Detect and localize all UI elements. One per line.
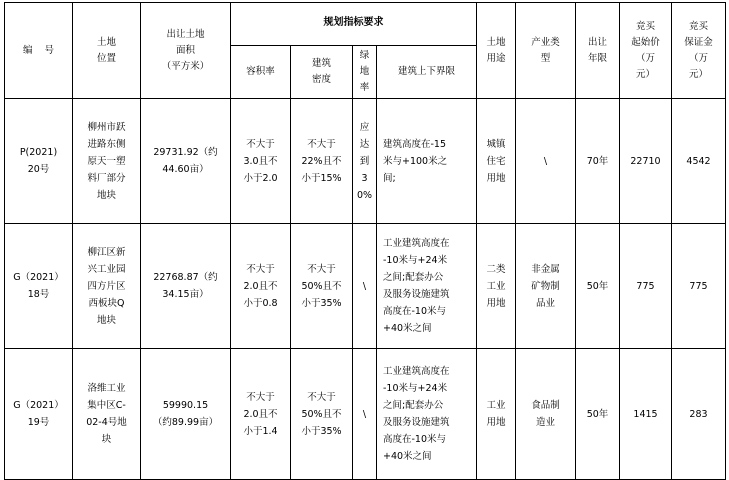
header-term: 出让 年限 bbox=[576, 3, 620, 99]
cell-green: 应 达 到 30% bbox=[353, 99, 377, 224]
table-row bbox=[5, 99, 726, 224]
cell-green: \ bbox=[353, 224, 377, 349]
cell-height-limit: 工业建筑高度在 -10米与+24米 之间;配套办公 及服务设施建筑 高度在-10米与 +40米之间 bbox=[377, 349, 477, 480]
cell-far: 不大于 3.0且不 小于2.0 bbox=[231, 99, 291, 224]
cell-height-limit: 工业建筑高度在 -10米与+24米 之间;配套办公 及服务设施建筑 高度在-10米与 +40米之间 bbox=[377, 224, 477, 349]
cell-start-price: 22710 bbox=[620, 99, 672, 224]
header-start-price: 竞买 起始价 （万 元） bbox=[620, 3, 672, 99]
cell-number: P(2021) 20号 bbox=[5, 99, 73, 224]
cell-land-use: 工业 用地 bbox=[477, 349, 516, 480]
cell-start-price: 775 bbox=[620, 224, 672, 349]
header-density: 建筑 密度 bbox=[291, 46, 353, 99]
cell-far: 不大于 2.0且不 小于0.8 bbox=[231, 224, 291, 349]
header-number: 编 号 bbox=[5, 3, 73, 99]
cell-deposit: 283 bbox=[672, 349, 726, 480]
cell-number: G（2021） 18号 bbox=[5, 224, 73, 349]
cell-green: \ bbox=[353, 349, 377, 480]
cell-industry: \ bbox=[516, 99, 576, 224]
cell-deposit: 775 bbox=[672, 224, 726, 349]
cell-term: 70年 bbox=[576, 99, 620, 224]
header-area: 出让土地 面积 （平方米） bbox=[141, 3, 231, 99]
cell-deposit: 4542 bbox=[672, 99, 726, 224]
cell-land-use: 二类 工业 用地 bbox=[477, 224, 516, 349]
header-deposit: 竞买 保证金 （万 元） bbox=[672, 3, 726, 99]
header-green: 绿 地 率 bbox=[353, 46, 377, 99]
cell-start-price: 1415 bbox=[620, 349, 672, 480]
header-land-use: 土地 用途 bbox=[477, 3, 516, 99]
cell-density: 不大于 50%且不 小于35% bbox=[291, 224, 353, 349]
cell-land-use: 城镇 住宅 用地 bbox=[477, 99, 516, 224]
cell-number: G（2021） 19号 bbox=[5, 349, 73, 480]
header-location: 土地 位置 bbox=[73, 3, 141, 99]
table-row bbox=[5, 224, 726, 349]
cell-density: 不大于 50%且不 小于35% bbox=[291, 349, 353, 480]
header-height-limit: 建筑上下界限 bbox=[377, 46, 477, 99]
cell-density: 不大于 22%且不 小于15% bbox=[291, 99, 353, 224]
cell-term: 50年 bbox=[576, 349, 620, 480]
cell-height-limit: 建筑高度在-15 米与+100米之 间; bbox=[377, 99, 477, 224]
header-far: 容积率 bbox=[231, 46, 291, 99]
cell-area: 22768.87（约 34.15亩） bbox=[141, 224, 231, 349]
cell-industry: 食品制 造业 bbox=[516, 349, 576, 480]
header-industry: 产业类 型 bbox=[516, 3, 576, 99]
land-auction-table bbox=[4, 2, 726, 480]
cell-area: 29731.92（约 44.60亩） bbox=[141, 99, 231, 224]
cell-location: 柳江区新 兴工业园 四方片区 西板块Q 地块 bbox=[73, 224, 141, 349]
table-row bbox=[5, 349, 726, 480]
cell-term: 50年 bbox=[576, 224, 620, 349]
cell-far: 不大于 2.0且不 小于1.4 bbox=[231, 349, 291, 480]
header-planning-group: 规划指标要求 bbox=[231, 3, 477, 46]
cell-industry: 非金属 矿物制 品业 bbox=[516, 224, 576, 349]
cell-location: 洛维工业 集中区C- 02-4号地 块 bbox=[73, 349, 141, 480]
header-row bbox=[5, 3, 726, 46]
cell-location: 柳州市跃 进路东侧 原天一塑 料厂部分 地块 bbox=[73, 99, 141, 224]
cell-area: 59990.15 （约89.99亩） bbox=[141, 349, 231, 480]
